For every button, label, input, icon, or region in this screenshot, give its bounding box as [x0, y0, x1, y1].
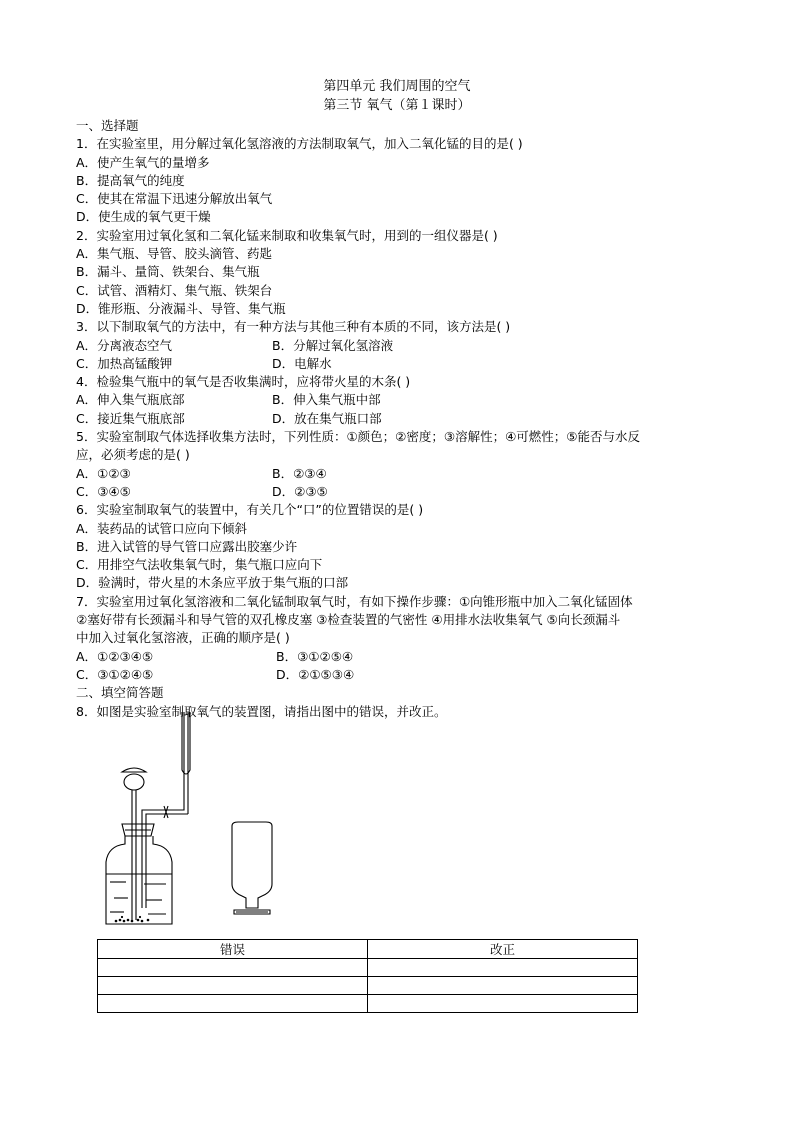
- q6-option-c: C．用排空气法收集氧气时，集气瓶口应向下: [76, 557, 323, 573]
- q2-option-a: A．集气瓶、导管、胶头滴管、药匙: [76, 246, 273, 262]
- q3-options-row2: [76, 355, 726, 373]
- q5-option-a: A．①②③: [76, 465, 131, 481]
- page-subtitle: 第三节 氧气（第１课时）: [323, 98, 471, 113]
- q5-stem-line2: 应，必须考虑的是( ): [76, 447, 190, 463]
- q5-option-b: B．②③④: [272, 465, 327, 481]
- section-heading-fill: 二、填空简答题: [76, 685, 164, 701]
- q3-option-b: B．分解过氧化氢溶液: [272, 337, 394, 353]
- q4-stem: 4．检验集气瓶中的氧气是否收集满时，应将带火星的木条( ): [76, 374, 411, 390]
- table-row: [98, 977, 638, 995]
- q7-stem-line2: ②塞好带有长颈漏斗和导气管的双孔橡皮塞 ③检查装置的气密性 ④用排水法收集氧气 ⑤向长颈漏斗: [76, 612, 621, 628]
- q7-stem-line3: 中加入过氧化氢溶液，正确的顺序是( ): [76, 630, 290, 646]
- q7-stem-line1: 7．实验室用过氧化氢溶液和二氧化锰制取氧气时，有如下操作步骤：①向锥形瓶中加入二氧化锰固体: [76, 593, 633, 609]
- q3-options-row1: [76, 337, 726, 355]
- section-heading-choice: 一、选择题: [76, 118, 139, 133]
- q4-options-row1: [76, 391, 726, 409]
- page-title: 第四单元 我们周围的空气: [323, 79, 471, 94]
- q2-stem: 2．实验室用过氧化氢和二氧化锰来制取和收集氧气时，用到的一组仪器是( ): [76, 227, 498, 243]
- q4-option-b: B．伸入集气瓶中部: [272, 392, 381, 408]
- q7-options-row1: [76, 648, 726, 666]
- q5-option-d: D．②③⑤: [272, 483, 328, 499]
- q3-option-d: D．电解水: [272, 355, 332, 371]
- q6-stem: 6．实验室制取氧气的装置中，有关几个“口”的位置错误的是( ): [76, 502, 424, 518]
- q8-stem: 8．如图是实验室制取氧气的装置图，请指出图中的错误，并改正。: [76, 703, 447, 719]
- q6-option-b: B．进入试管的导气管口应露出胶塞少许: [76, 538, 298, 554]
- correction-cell[interactable]: [368, 995, 638, 1013]
- q5-option-c: C．③④⑤: [76, 483, 131, 499]
- table-row: [98, 959, 638, 977]
- q5-options-row2: [76, 483, 726, 501]
- q7-option-c: C．③①②④⑤: [76, 666, 154, 682]
- q5-stem-line1: 5．实验室制取气体选择收集方法时，下列性质：①颜色；②密度；③溶解性；④可燃性；⑤能否与水反: [76, 429, 640, 445]
- q2-option-d: D．锥形瓶、分液漏斗、导管、集气瓶: [76, 300, 286, 316]
- q4-option-d: D．放在集气瓶口部: [272, 410, 382, 426]
- q7-option-a: A．①②③④⑤: [76, 648, 154, 664]
- correction-cell[interactable]: [368, 977, 638, 995]
- q6-option-a: A．装药品的试管口应向下倾斜: [76, 520, 248, 536]
- q4-options-row2: [76, 410, 726, 428]
- correction-cell[interactable]: [368, 959, 638, 977]
- column-header-error: 错误: [98, 940, 368, 959]
- oxygen-apparatus-diagram: [96, 712, 296, 932]
- q7-options-row2: [76, 666, 726, 684]
- q4-option-a: A．伸入集气瓶底部: [76, 392, 185, 408]
- table-row: [98, 995, 638, 1013]
- q6-option-d: D．验满时，带火星的木条应平放于集气瓶的口部: [76, 575, 349, 591]
- q1-option-d: D．使生成的氧气更干燥: [76, 209, 211, 225]
- q1-option-b: B．提高氧气的纯度: [76, 172, 185, 188]
- q3-stem: 3．以下制取氧气的方法中，有一种方法与其他三种有本质的不同，该方法是( ): [76, 319, 511, 335]
- q2-option-c: C．试管、酒精灯、集气瓶、铁架台: [76, 282, 273, 298]
- question-list: [76, 117, 726, 721]
- error-correction-table: [97, 939, 638, 1013]
- error-cell[interactable]: [98, 995, 368, 1013]
- q3-option-a: A．分离液态空气: [76, 337, 173, 353]
- error-cell[interactable]: [98, 959, 368, 977]
- q7-option-b: B．③①②⑤④: [276, 648, 354, 664]
- q4-option-c: C．接近集气瓶底部: [76, 410, 185, 426]
- table-header-row: [98, 940, 638, 959]
- q1-option-c: C．使其在常温下迅速分解放出氧气: [76, 191, 273, 207]
- q7-option-d: D．②①⑤③④: [276, 666, 355, 682]
- q5-options-row1: [76, 465, 726, 483]
- q1-stem: 1．在实验室里，用分解过氧化氢溶液的方法制取氧气，加入二氧化锰的目的是( ): [76, 136, 523, 152]
- column-header-correction: 改正: [368, 940, 638, 959]
- q1-option-a: A．使产生氧气的量增多: [76, 154, 210, 170]
- q2-option-b: B．漏斗、量筒、铁架台、集气瓶: [76, 264, 260, 280]
- q3-option-c: C．加热高锰酸钾: [76, 355, 173, 371]
- error-cell[interactable]: [98, 977, 368, 995]
